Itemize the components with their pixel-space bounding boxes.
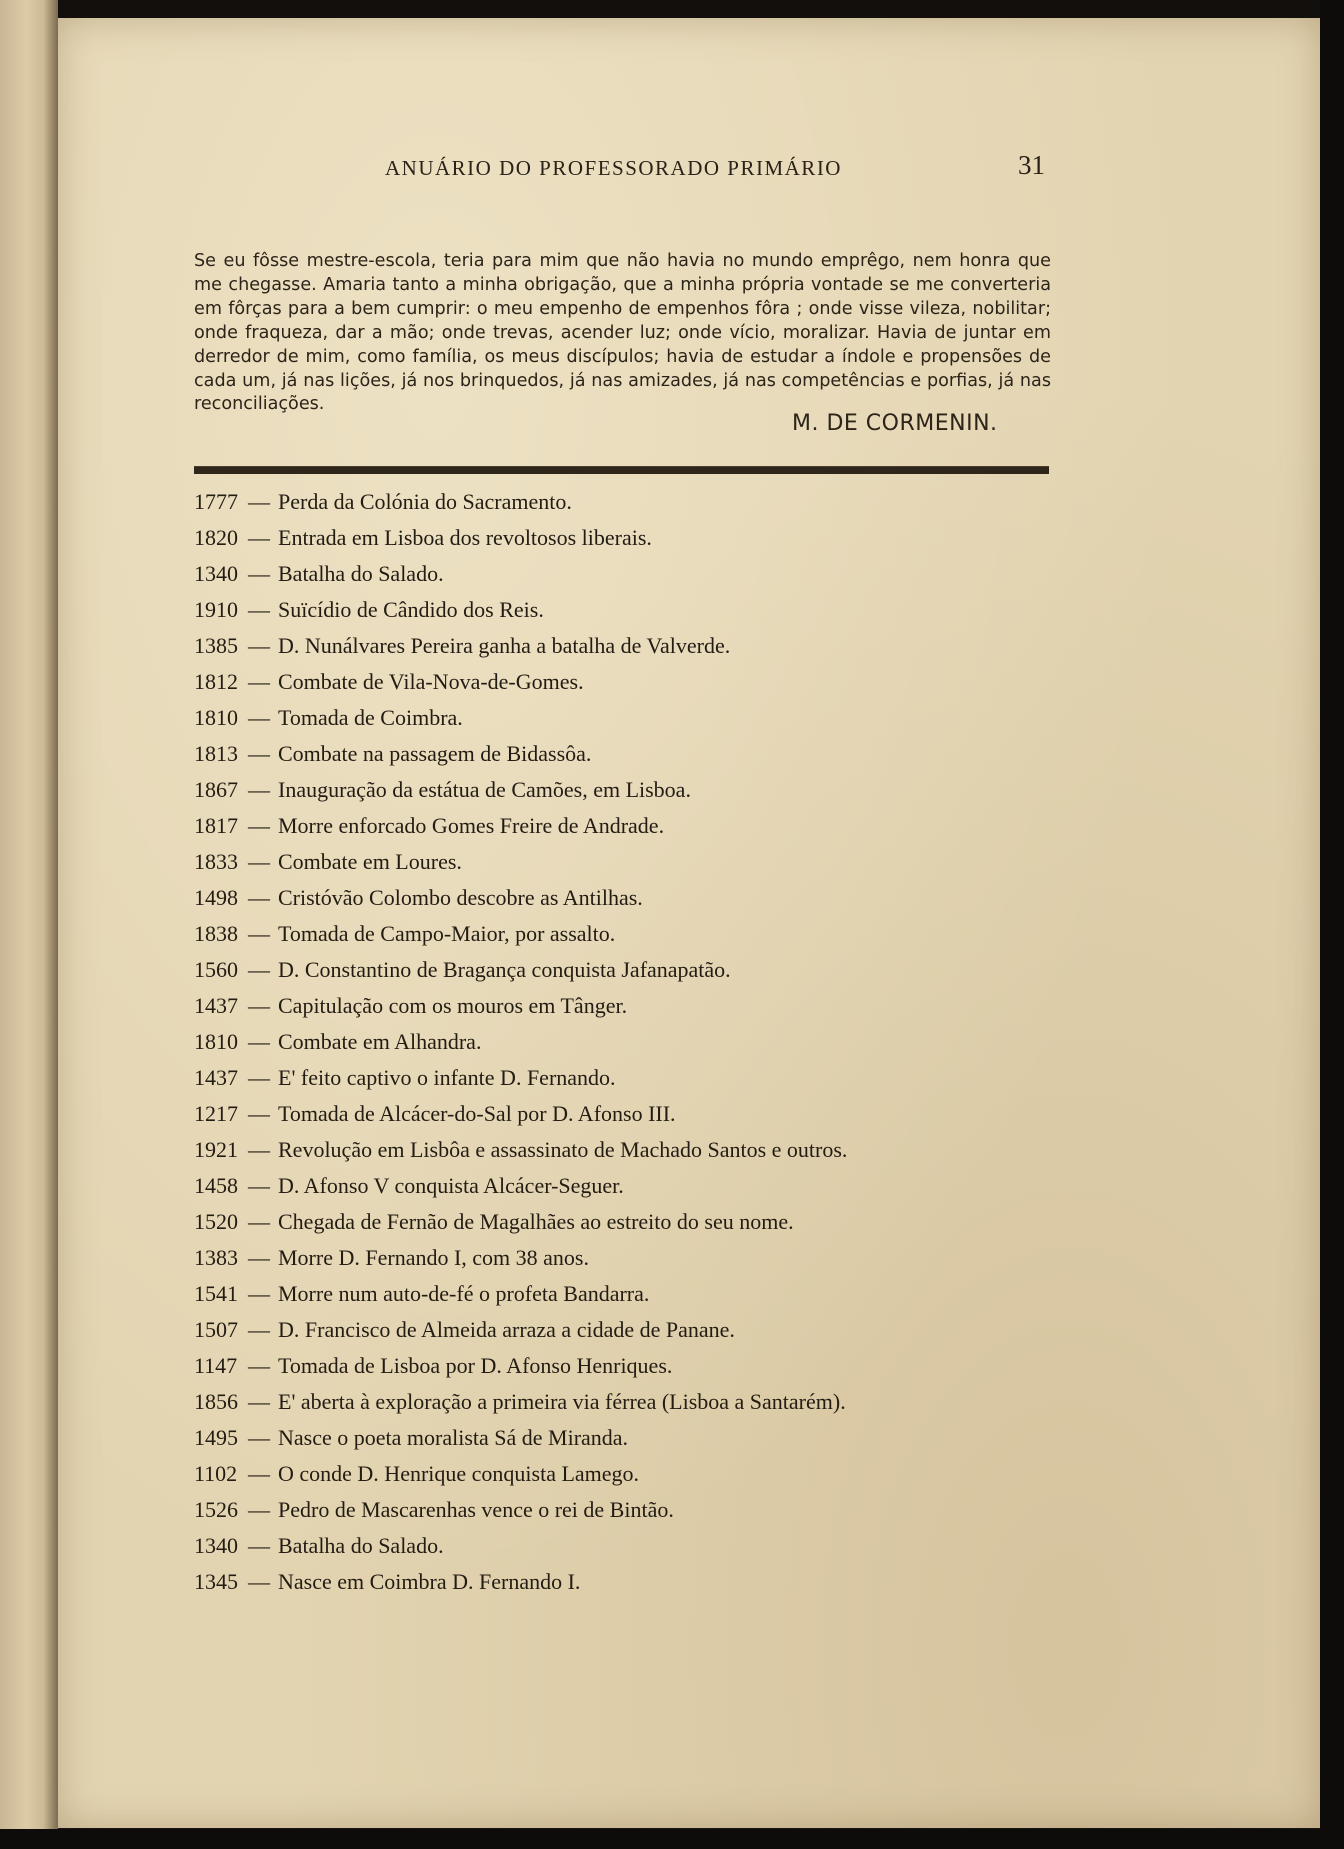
running-title: ANUÁRIO DO PROFESSORADO PRIMÁRIO — [385, 156, 842, 180]
entry-event: Combate em Loures. — [278, 849, 462, 874]
quote-paragraph: Se eu fôsse mestre-escola, teria para mim que não havia no mundo emprêgo, nem honra que me chegasse. Amaria tanto a minha obrigação, que a minha própria vontade se me converteria em fôrças para a bem cumprir: o meu empenho de empenhos fôra ; onde visse vileza, nobilitar; onde fraqueza, dar a mão; onde trevas, acender luz; onde vício, moralizar. Havia de juntar em derredor de mim, como família, os meus discípulos; havia de estudar a índole e propensões de cada um, já nas lições, já nos brinquedos, já nas amizades, já nas competências e porfias, já nas reconciliações. — [194, 251, 1051, 415]
chronology-entry — [194, 1168, 1074, 1204]
entry-year: 1817 — [194, 813, 238, 838]
entry-year: 1526 — [194, 1497, 238, 1522]
entry-event: Cristóvão Colombo descobre as Antilhas. — [278, 885, 643, 910]
entry-year: 1495 — [194, 1425, 238, 1450]
chronology-entry — [194, 1348, 1074, 1384]
entry-year: 1437 — [194, 993, 238, 1018]
chronology-entry — [194, 880, 1074, 916]
chronology-entry — [194, 1456, 1074, 1492]
entry-dash: — — [248, 561, 270, 586]
entry-event: Capitulação com os mouros em Tânger. — [278, 993, 628, 1018]
chronology-entry — [194, 1276, 1074, 1312]
chronology-entry — [194, 520, 1074, 556]
entry-dash: — — [248, 813, 270, 838]
entry-event: Revolução em Lisbôa e assassinato de Machado Santos e outros. — [278, 1137, 848, 1162]
entry-event: D. Nunálvares Pereira ganha a batalha de Valverde. — [278, 633, 731, 658]
entry-event: O conde D. Henrique conquista Lamego. — [278, 1461, 640, 1486]
entry-year: 1856 — [194, 1389, 238, 1414]
entry-year: 1813 — [194, 741, 238, 766]
entry-event: Perda da Colónia do Sacramento. — [278, 489, 572, 514]
entry-year: 1340 — [194, 561, 238, 586]
entry-event: Morre enforcado Gomes Freire de Andrade. — [278, 813, 665, 838]
entry-year: 1921 — [194, 1137, 238, 1162]
quote-author: M. DE CORMENIN. — [792, 411, 998, 436]
entry-year: 1833 — [194, 849, 238, 874]
entry-year: 1102 — [194, 1461, 238, 1486]
entry-year: 1810 — [194, 1029, 238, 1054]
entry-dash: — — [248, 633, 270, 658]
chronology-entry — [194, 1024, 1074, 1060]
entry-event: Combate de Vila-Nova-de-Gomes. — [278, 669, 584, 694]
entry-event: Combate em Alhandra. — [278, 1029, 482, 1054]
chronology-entry — [194, 1384, 1074, 1420]
entry-event: Combate na passagem de Bidassôa. — [278, 741, 592, 766]
entry-dash: — — [248, 993, 270, 1018]
entry-event: Batalha do Salado. — [278, 561, 444, 586]
entry-event: D. Afonso V conquista Alcácer-Seguer. — [278, 1173, 624, 1198]
entry-dash: — — [248, 1281, 270, 1306]
page-number: 31 — [1018, 150, 1045, 180]
entry-year: 1810 — [194, 705, 238, 730]
chronology-entry — [194, 484, 1074, 520]
scan-bottom-border — [0, 1829, 1344, 1849]
chronology-list — [194, 484, 1074, 1600]
entry-event: E' feito captivo o infante D. Fernando. — [278, 1065, 616, 1090]
entry-event: Tomada de Lisboa por D. Afonso Henriques. — [278, 1353, 673, 1378]
entry-dash: — — [248, 705, 270, 730]
entry-dash: — — [248, 1533, 270, 1558]
chronology-entry — [194, 1312, 1074, 1348]
entry-dash: — — [248, 1137, 270, 1162]
entry-dash: — — [248, 1065, 270, 1090]
entry-year: 1498 — [194, 885, 238, 910]
chronology-entry — [194, 844, 1074, 880]
entry-year: 1820 — [194, 525, 238, 550]
entry-year: 1838 — [194, 921, 238, 946]
entry-year: 1437 — [194, 1065, 238, 1090]
entry-year: 1345 — [194, 1569, 238, 1594]
entry-event: Morre num auto-de-fé o profeta Bandarra. — [278, 1281, 650, 1306]
entry-year: 1458 — [194, 1173, 238, 1198]
entry-event: Tomada de Campo-Maior, por assalto. — [278, 921, 616, 946]
entry-year: 1777 — [194, 489, 238, 514]
entry-event: Inauguração da estátua de Camões, em Lisboa. — [278, 777, 691, 802]
entry-dash: — — [248, 741, 270, 766]
entry-event: Nasce em Coimbra D. Fernando I. — [278, 1569, 581, 1594]
section-divider — [194, 466, 1049, 474]
entry-event: Tomada de Coimbra. — [278, 705, 463, 730]
chronology-entry — [194, 556, 1074, 592]
entry-year: 1910 — [194, 597, 238, 622]
chronology-entry — [194, 1492, 1074, 1528]
entry-dash: — — [248, 957, 270, 982]
chronology-entry — [194, 952, 1074, 988]
entry-year: 1812 — [194, 669, 238, 694]
entry-dash: — — [248, 1569, 270, 1594]
entry-year: 1560 — [194, 957, 238, 982]
entry-dash: — — [248, 777, 270, 802]
entry-dash: — — [248, 1101, 270, 1126]
entry-dash: — — [248, 525, 270, 550]
chronology-entry — [194, 664, 1074, 700]
scan-top-border — [0, 0, 1344, 18]
entry-year: 1867 — [194, 777, 238, 802]
entry-dash: — — [248, 1029, 270, 1054]
chronology-entry — [194, 1204, 1074, 1240]
chronology-entry — [194, 916, 1074, 952]
entry-dash: — — [248, 1173, 270, 1198]
scan-right-border — [1320, 0, 1344, 1849]
chronology-entry — [194, 1240, 1074, 1276]
entry-dash: — — [248, 489, 270, 514]
entry-event: Suïcídio de Cândido dos Reis. — [278, 597, 544, 622]
entry-year: 1541 — [194, 1281, 238, 1306]
chronology-entry — [194, 592, 1074, 628]
chronology-entry — [194, 1096, 1074, 1132]
chronology-entry — [194, 736, 1074, 772]
entry-dash: — — [248, 921, 270, 946]
chronology-entry — [194, 808, 1074, 844]
chronology-entry — [194, 628, 1074, 664]
entry-year: 1340 — [194, 1533, 238, 1558]
chronology-entry — [194, 1420, 1074, 1456]
entry-event: Pedro de Mascarenhas vence o rei de Bintão. — [278, 1497, 674, 1522]
entry-event: Tomada de Alcácer-do-Sal por D. Afonso III. — [278, 1101, 676, 1126]
entry-year: 1385 — [194, 633, 238, 658]
chronology-entry — [194, 1132, 1074, 1168]
entry-dash: — — [248, 1425, 270, 1450]
entry-event: D. Constantino de Bragança conquista Jafanapatão. — [278, 957, 731, 982]
entry-year: 1147 — [194, 1353, 238, 1378]
entry-event: Nasce o poeta moralista Sá de Miranda. — [278, 1425, 629, 1450]
previous-page-edge — [0, 0, 58, 1849]
entry-dash: — — [248, 1353, 270, 1378]
entry-dash: — — [248, 1461, 270, 1486]
chronology-entry — [194, 1528, 1074, 1564]
entry-dash: — — [248, 669, 270, 694]
entry-event: Chegada de Fernão de Magalhães ao estreito do seu nome. — [278, 1209, 794, 1234]
entry-dash: — — [248, 1497, 270, 1522]
entry-dash: — — [248, 1317, 270, 1342]
entry-year: 1383 — [194, 1245, 238, 1270]
entry-event: Entrada em Lisboa dos revoltosos liberais. — [278, 525, 652, 550]
entry-dash: — — [248, 885, 270, 910]
entry-dash: — — [248, 1389, 270, 1414]
entry-event: E' aberta à exploração a primeira via férrea (Lisboa a Santarém). — [278, 1389, 846, 1414]
entry-event: Batalha do Salado. — [278, 1533, 444, 1558]
entry-event: D. Francisco de Almeida arraza a cidade de Panane. — [278, 1317, 735, 1342]
entry-year: 1217 — [194, 1101, 238, 1126]
chronology-entry — [194, 988, 1074, 1024]
entry-year: 1520 — [194, 1209, 238, 1234]
entry-dash: — — [248, 1209, 270, 1234]
chronology-entry — [194, 1564, 1074, 1600]
entry-dash: — — [248, 1245, 270, 1270]
chronology-entry — [194, 700, 1074, 736]
chronology-entry — [194, 772, 1074, 808]
entry-dash: — — [248, 849, 270, 874]
entry-dash: — — [248, 597, 270, 622]
chronology-entry — [194, 1060, 1074, 1096]
entry-event: Morre D. Fernando I, com 38 anos. — [278, 1245, 589, 1270]
entry-year: 1507 — [194, 1317, 238, 1342]
